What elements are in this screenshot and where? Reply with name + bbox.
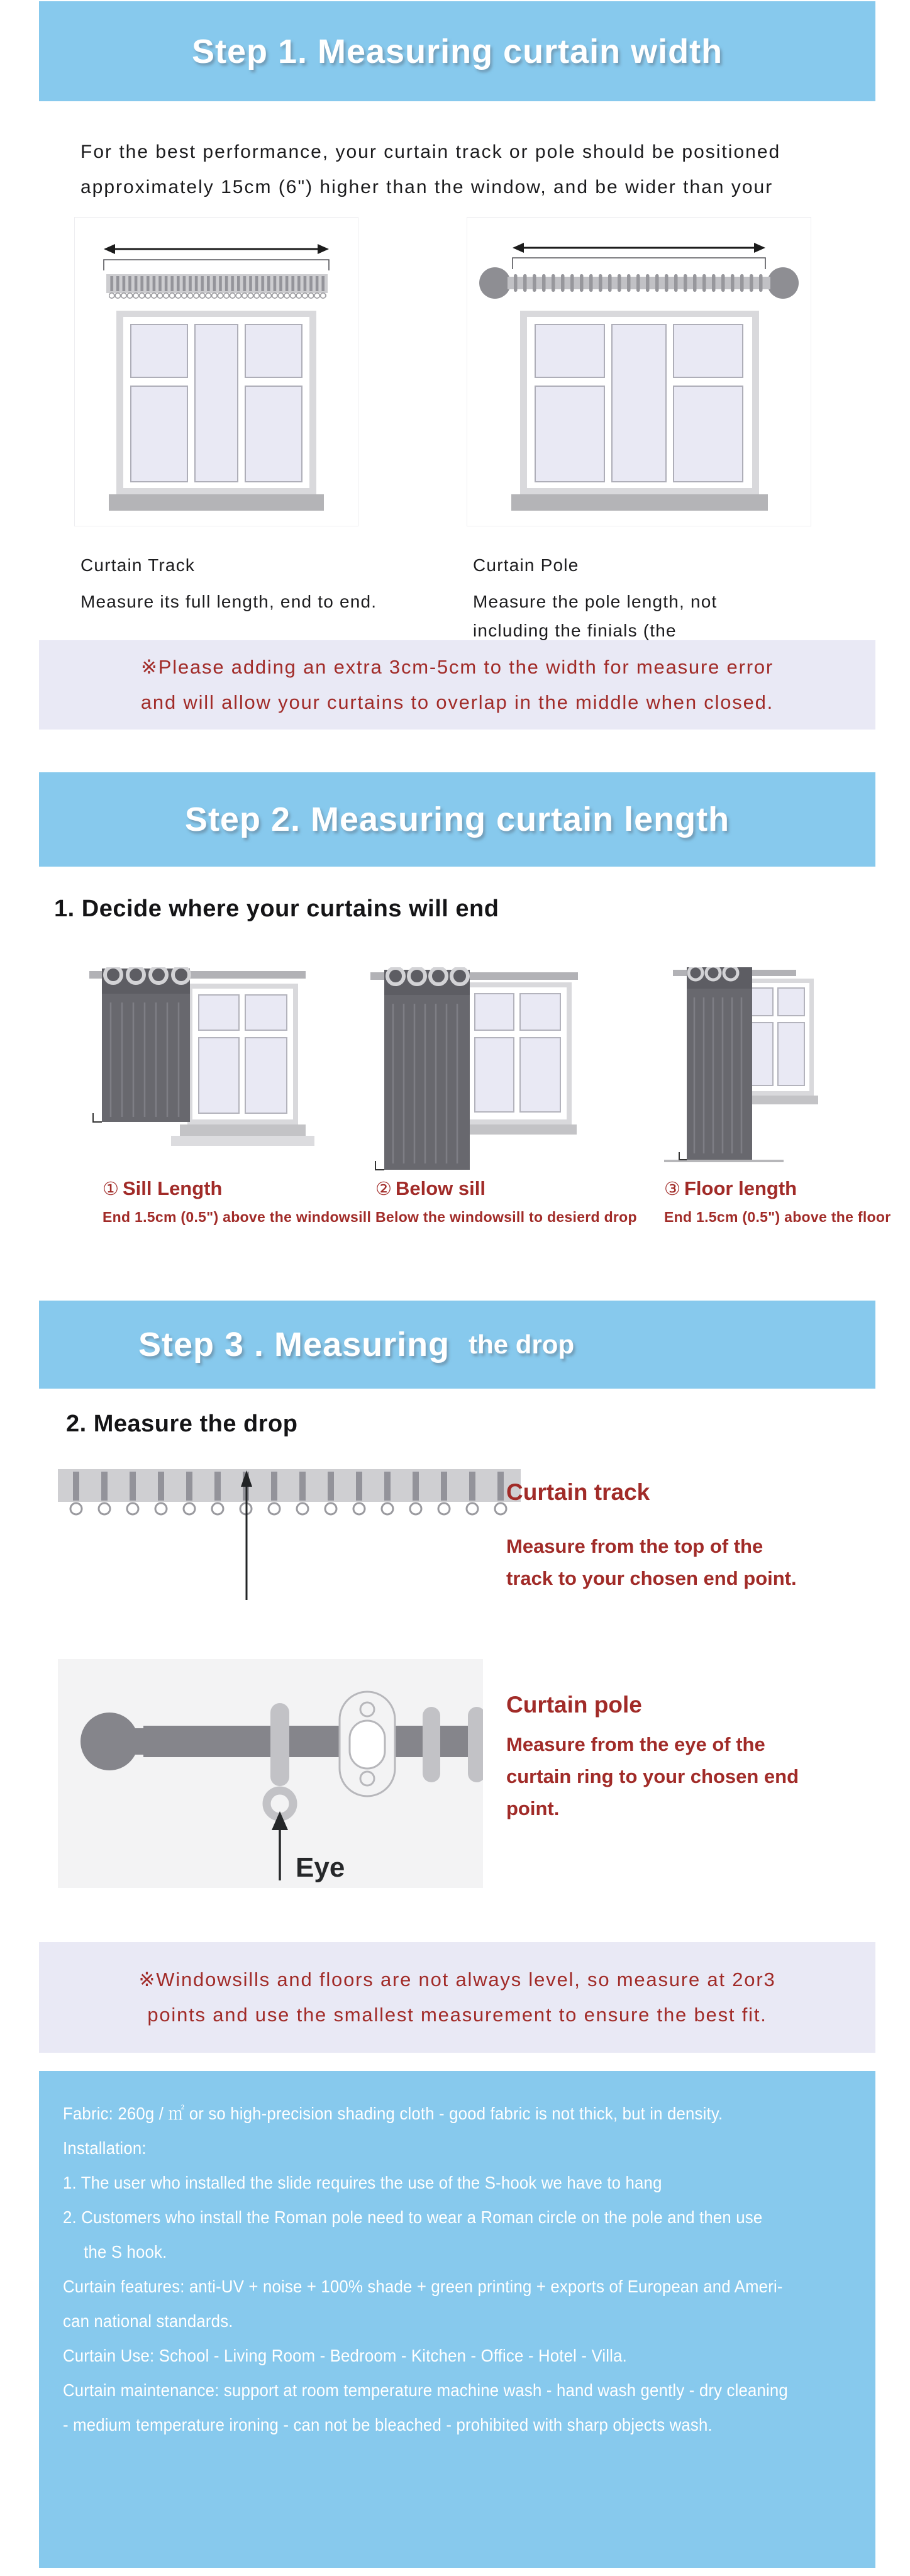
note-measure-error-line-2: and will allow your curtains to overlap in the middle when closed. (140, 691, 774, 713)
step2-title: Step 2. Measuring curtain length (184, 801, 730, 838)
window-graphic (109, 311, 324, 511)
track-caption-title: Curtain Track (80, 555, 196, 575)
track-caption-body: Measure its full length, end to end. (80, 592, 377, 611)
detail-line: Curtain features: anti-UV + noise + 100% shade + green printing + exports of European and Ameri- (63, 2277, 783, 2296)
curtain-track-graphic (106, 274, 328, 303)
window-graphic (171, 984, 314, 1146)
step3-title: Step 3 . Measuring (138, 1326, 450, 1363)
note-measure-error-line-1: ※Please adding an extra 3cm-5cm to the width for measure error (141, 656, 774, 678)
detail-line: Fabric: 260g / ㎡ or so high-precision shading cloth - good fabric is not thick, but in density. (63, 2104, 723, 2123)
width-arrow-icon (513, 243, 765, 269)
step3-band (39, 1301, 875, 1389)
eye-label: Eye (296, 1852, 345, 1883)
detail-line: can national standards. (63, 2311, 233, 2331)
curtain-graphic (375, 968, 470, 1170)
intro-line-2: approximately 15cm (6") higher than the window, and be wider than your (80, 177, 774, 197)
step1-title: Step 1. Measuring curtain width (191, 32, 723, 70)
step1-band (39, 1, 875, 101)
curtain-pole-heading: Curtain pole (506, 1692, 642, 1718)
option-sill-length-desc: End 1.5cm (0.5") above the windowsill (103, 1209, 372, 1225)
intro-paragraph (80, 135, 780, 205)
intro-line-1: For the best performance, your curtain track or pole should be positioned (80, 142, 781, 162)
floor-length-diagram (664, 967, 818, 1170)
curtain-graphic (93, 967, 190, 1122)
curtain-track-desc-line-2: track to your chosen end point. (506, 1567, 797, 1589)
option-below-sill-desc: Below the windowsill to desierd drop (375, 1209, 637, 1225)
curtain-track-diagram-panel (74, 217, 358, 526)
note-measure-error (39, 640, 875, 730)
option-below-sill (375, 1177, 637, 1226)
step3-title-sub: the drop (469, 1330, 575, 1359)
detail-line: 2. Customers who install the Roman pole need to wear a Roman circle on the pole and then use (63, 2207, 763, 2227)
option-floor-length-label: ③ Floor length (664, 1177, 797, 1199)
option-sill-length-label: ① Sill Length (103, 1177, 223, 1199)
detail-line: 1. The user who installed the slide requires the use of the S-hook we have to hang (63, 2173, 662, 2192)
detail-line: Curtain maintenance: support at room temperature machine wash - hand wash gently - dry cleaning (63, 2380, 788, 2400)
wall-bracket-graphic (340, 1692, 395, 1796)
product-details-block (39, 2071, 875, 2568)
note-windowsills (39, 1942, 875, 2053)
window-with-track-illustration (75, 218, 358, 526)
note-windowsills-line-2: points and use the smallest measurement to ensure the best fit. (147, 2004, 767, 2026)
pole-caption-title: Curtain Pole (473, 555, 579, 575)
detail-line: - medium temperature ironing - can not be bleached - prohibited with sharp objects wash. (63, 2415, 713, 2434)
curtain-pole-diagram-panel (467, 217, 811, 526)
curtain-track-desc-line-1: Measure from the top of the (506, 1535, 763, 1557)
window-graphic (456, 982, 577, 1135)
track-caption (80, 551, 377, 616)
step2-band (39, 772, 875, 867)
option-number: ① (103, 1179, 119, 1199)
track-measure-illustration (58, 1467, 523, 1605)
curtain-pole-desc-line-1: Measure from the eye of the (506, 1733, 765, 1755)
width-arrow-icon (104, 244, 329, 270)
curtain-track-heading: Curtain track (506, 1479, 650, 1505)
pole-measure-illustration (58, 1659, 483, 1888)
option-number: ② (375, 1179, 392, 1199)
detail-line: the S hook. (84, 2242, 167, 2262)
curtain-pole-desc-line-3: point. (506, 1797, 560, 1819)
measure-drop-heading: 2. Measure the drop (66, 1411, 298, 1437)
sill-length-diagram (88, 967, 314, 1169)
option-floor-length (664, 1177, 891, 1226)
option-sill-length (103, 1177, 371, 1226)
window-with-pole-illustration (467, 218, 811, 526)
pole-caption (473, 551, 718, 645)
curtain-pole-desc-line-2: curtain ring to your chosen end (506, 1765, 799, 1787)
window-graphic (511, 311, 768, 511)
pole-caption-line-2: including the finials (the (473, 621, 677, 640)
curtain-track-desc (506, 1530, 797, 1594)
decide-heading: 1. Decide where your curtains will end (54, 896, 499, 922)
option-floor-length-desc: End 1.5cm (0.5") above the floor (664, 1209, 891, 1225)
curtain-pole-graphic (479, 267, 799, 299)
pole-caption-line-1: Measure the pole length, not (473, 592, 718, 611)
curtain-pole-desc (506, 1728, 799, 1824)
detail-line: Installation: (63, 2138, 147, 2158)
note-windowsills-line-1: ※Windowsills and floors are not always level, so measure at 2or3 (138, 1968, 776, 1990)
option-below-sill-label: ② Below sill (375, 1177, 486, 1199)
below-sill-diagram (362, 967, 579, 1175)
detail-line: Curtain Use: School - Living Room - Bedroom - Kitchen - Office - Hotel - Villa. (63, 2346, 627, 2365)
option-number: ③ (664, 1179, 680, 1199)
